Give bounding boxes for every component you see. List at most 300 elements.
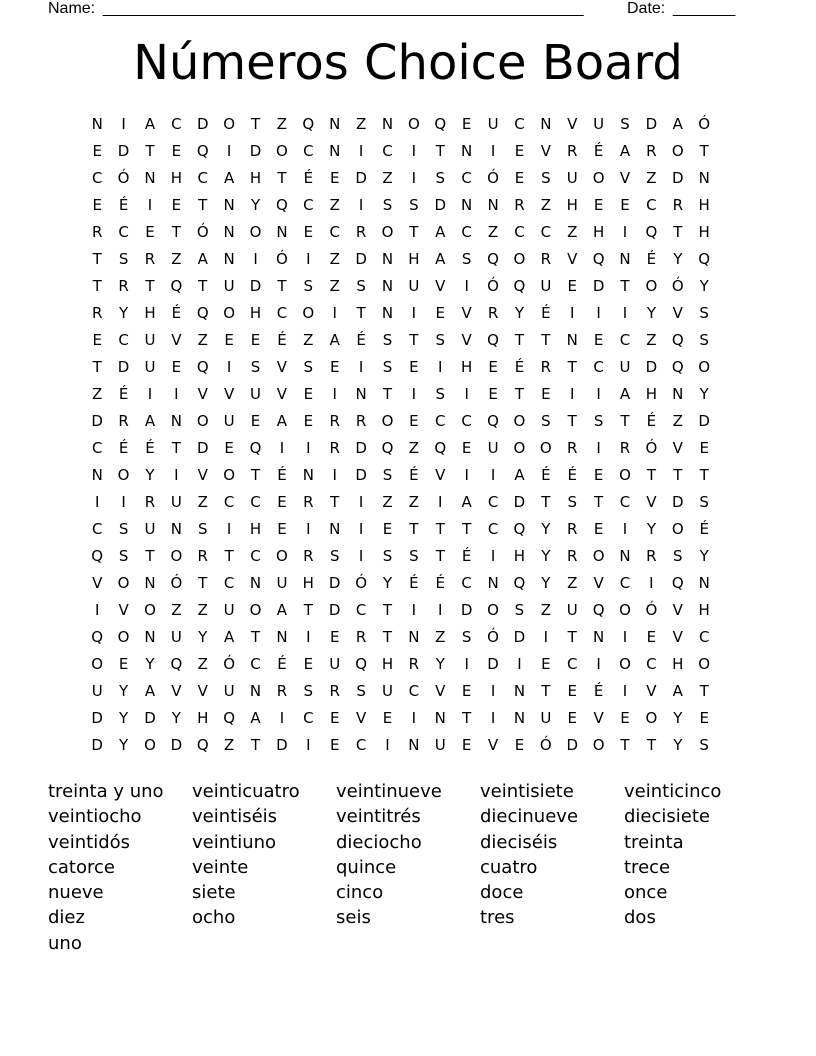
- grid-letter: Ó: [487, 628, 499, 646]
- grid-letter: T: [198, 574, 208, 592]
- grid-letter: O: [671, 142, 684, 160]
- grid-letter: A: [197, 250, 208, 268]
- grid-letter: C: [118, 331, 129, 349]
- grid-letter: V: [672, 628, 683, 646]
- grid-letter: S: [699, 493, 709, 511]
- grid-letter: I: [543, 628, 549, 646]
- grid-letter: Y: [435, 655, 445, 673]
- grid-letter: U: [223, 277, 235, 295]
- grid-letter: C: [329, 223, 340, 241]
- grid-letter: D: [91, 709, 103, 727]
- grid-letter: I: [596, 304, 601, 322]
- grid-letter: Q: [487, 331, 499, 349]
- grid-letter: C: [303, 142, 314, 160]
- grid-letter: T: [356, 304, 366, 322]
- grid-letter: D: [566, 736, 578, 754]
- grid-letter: Q: [487, 412, 499, 430]
- grid-letter: E: [593, 520, 604, 538]
- word-list-item: uno: [48, 932, 82, 954]
- grid-letter: Q: [276, 196, 288, 214]
- grid-letter: S: [382, 466, 393, 484]
- grid-letter: Ó: [645, 601, 658, 619]
- grid-letter: I: [490, 142, 496, 160]
- grid-letter: V: [540, 142, 551, 160]
- grid-letter: D: [487, 655, 499, 673]
- grid-letter: A: [329, 331, 340, 349]
- grid-letter: V: [593, 709, 604, 727]
- grid-row: [84, 543, 744, 570]
- grid-letter: D: [249, 277, 262, 295]
- grid-letter: R: [355, 412, 367, 430]
- grid-letter: E: [329, 169, 340, 187]
- grid-letter: O: [592, 169, 605, 187]
- grid-letter: Z: [171, 250, 182, 268]
- grid-letter: E: [461, 682, 472, 700]
- grid-row: [84, 219, 744, 246]
- grid-letter: T: [277, 169, 287, 187]
- grid-letter: I: [411, 601, 417, 619]
- grid-letter: O: [539, 439, 552, 457]
- grid-letter: É: [514, 358, 525, 376]
- grid-letter: É: [567, 466, 577, 484]
- grid-letter: O: [223, 304, 236, 322]
- grid-letter: I: [411, 385, 417, 403]
- grid-letter: C: [250, 655, 261, 673]
- grid-letter: R: [329, 412, 340, 430]
- grid-letter: R: [118, 412, 129, 430]
- grid-letter: C: [91, 520, 103, 538]
- grid-letter: T: [514, 331, 525, 349]
- grid-letter: V: [619, 169, 631, 187]
- grid-letter: É: [646, 412, 657, 430]
- grid-letter: O: [170, 547, 183, 565]
- grid-letter: T: [620, 736, 630, 754]
- grid-letter: T: [277, 277, 287, 295]
- grid-letter: O: [698, 358, 711, 376]
- grid-letter: T: [699, 142, 709, 160]
- grid-letter: T: [303, 601, 313, 619]
- word-list-item: cinco: [336, 882, 384, 904]
- grid-letter: É: [145, 439, 155, 457]
- grid-letter: N: [593, 628, 605, 646]
- grid-letter: H: [566, 196, 578, 214]
- word-list-item: diez: [48, 907, 85, 929]
- grid-letter: I: [622, 682, 628, 700]
- grid-letter: Z: [171, 601, 182, 619]
- grid-letter: D: [355, 439, 367, 457]
- grid-letter: I: [490, 466, 496, 484]
- grid-letter: H: [513, 547, 526, 565]
- grid-letter: R: [619, 439, 631, 457]
- grid-letter: N: [355, 385, 367, 403]
- grid-letter: O: [513, 250, 526, 268]
- grid-letter: I: [94, 493, 100, 511]
- grid-letter: Z: [329, 196, 340, 214]
- grid-letter: T: [594, 493, 604, 511]
- grid-letter: R: [303, 493, 314, 511]
- grid-letter: T: [145, 142, 155, 160]
- grid-letter: T: [567, 412, 577, 430]
- grid-letter: S: [118, 547, 129, 565]
- grid-letter: Ó: [645, 439, 658, 457]
- grid-letter: E: [593, 196, 604, 214]
- grid-letter: D: [460, 601, 473, 619]
- grid-letter: V: [567, 250, 578, 268]
- grid-letter: E: [250, 412, 261, 430]
- grid-letter: N: [329, 115, 341, 133]
- grid-letter: Q: [592, 601, 605, 619]
- word-list-item: veintisiete: [480, 781, 574, 802]
- grid-letter: D: [434, 196, 447, 214]
- grid-letter: I: [147, 385, 153, 403]
- grid-letter: É: [461, 547, 472, 565]
- grid-letter: Ó: [355, 574, 367, 592]
- grid-letter: S: [699, 736, 709, 754]
- grid-letter: Q: [302, 115, 315, 133]
- grid-letter: Z: [276, 115, 288, 133]
- grid-row: [84, 381, 744, 408]
- grid-letter: É: [593, 142, 604, 160]
- grid-letter: U: [329, 655, 341, 673]
- grid-letter: H: [698, 196, 710, 214]
- grid-letter: Ó: [671, 277, 684, 295]
- grid-letter: E: [303, 412, 314, 430]
- grid-letter: D: [645, 115, 658, 133]
- grid-letter: S: [382, 547, 393, 565]
- grid-letter: E: [514, 142, 525, 160]
- grid-letter: A: [276, 601, 288, 619]
- grid-letter: E: [541, 385, 551, 403]
- grid-letter: D: [91, 736, 103, 754]
- grid-letter: I: [517, 655, 522, 673]
- grid-letter: O: [592, 736, 605, 754]
- grid-letter: H: [302, 574, 314, 592]
- grid-letter: Q: [698, 250, 711, 268]
- grid-letter: C: [698, 628, 710, 646]
- grid-letter: U: [487, 439, 499, 457]
- grid-letter: R: [567, 142, 578, 160]
- grid-letter: I: [94, 601, 100, 619]
- grid-letter: H: [381, 655, 394, 673]
- grid-letter: C: [619, 331, 631, 349]
- grid-letter: Y: [250, 196, 261, 214]
- grid-letter: T: [224, 547, 234, 565]
- grid-letter: S: [567, 493, 577, 511]
- grid-letter: I: [411, 304, 417, 322]
- grid-letter: E: [461, 736, 472, 754]
- grid-letter: E: [620, 709, 630, 727]
- grid-letter: E: [329, 358, 340, 376]
- grid-row: [84, 300, 744, 327]
- grid-letter: O: [117, 466, 130, 484]
- grid-letter: I: [490, 682, 496, 700]
- grid-letter: T: [92, 358, 102, 376]
- grid-letter: E: [224, 331, 234, 349]
- grid-letter: E: [567, 277, 577, 295]
- grid-letter: C: [382, 142, 393, 160]
- grid-letter: Q: [381, 439, 394, 457]
- grid-letter: C: [303, 196, 314, 214]
- grid-letter: R: [567, 439, 578, 457]
- grid-letter: T: [435, 547, 445, 565]
- grid-letter: Z: [329, 277, 340, 295]
- grid-letter: D: [170, 736, 183, 754]
- grid-letter: R: [144, 250, 156, 268]
- grid-letter: H: [249, 520, 262, 538]
- grid-letter: E: [488, 358, 498, 376]
- grid-letter: U: [566, 601, 578, 619]
- grid-letter: D: [249, 142, 262, 160]
- grid-letter: Y: [699, 385, 709, 403]
- word-list-item: ocho: [192, 907, 236, 929]
- grid-letter: H: [170, 169, 182, 187]
- grid-letter: C: [223, 493, 235, 511]
- grid-letter: D: [645, 358, 658, 376]
- grid-letter: U: [170, 628, 182, 646]
- grid-letter: H: [698, 223, 710, 241]
- word-list-item: quince: [336, 856, 397, 878]
- grid-letter: D: [672, 169, 684, 187]
- grid-letter: E: [461, 439, 472, 457]
- grid-letter: S: [409, 547, 419, 565]
- grid-letter: I: [358, 358, 364, 376]
- grid-letter: V: [672, 304, 683, 322]
- grid-letter: V: [487, 736, 499, 754]
- grid-letter: R: [91, 223, 103, 241]
- grid-letter: S: [435, 169, 446, 187]
- grid-letter: N: [276, 223, 288, 241]
- grid-letter: C: [646, 655, 657, 673]
- grid-letter: R: [540, 358, 552, 376]
- grid-letter: E: [92, 142, 102, 160]
- grid-letter: N: [408, 736, 420, 754]
- grid-letter: E: [224, 439, 234, 457]
- grid-letter: Y: [198, 628, 208, 646]
- grid-letter: É: [435, 574, 446, 592]
- grid-letter: T: [92, 277, 102, 295]
- grid-letter: O: [223, 115, 236, 133]
- grid-letter: C: [540, 223, 552, 241]
- grid-letter: N: [276, 628, 288, 646]
- word-list-item: dos: [624, 907, 656, 929]
- grid-row: [84, 651, 744, 678]
- grid-letter: I: [121, 115, 126, 133]
- grid-letter: Y: [514, 304, 525, 322]
- grid-letter: N: [329, 520, 341, 538]
- grid-letter: I: [358, 520, 364, 538]
- grid-letter: Ó: [170, 574, 183, 592]
- grid-letter: E: [409, 412, 419, 430]
- grid-letter: Q: [434, 115, 447, 133]
- grid-letter: S: [435, 331, 446, 349]
- grid-letter: T: [435, 520, 445, 538]
- grid-letter: I: [464, 466, 469, 484]
- grid-letter: N: [223, 250, 235, 268]
- grid-letter: S: [699, 331, 709, 349]
- grid-letter: U: [487, 115, 499, 133]
- grid-letter: I: [464, 277, 469, 295]
- grid-letter: Q: [645, 223, 658, 241]
- grid-letter: Q: [91, 628, 104, 646]
- grid-letter: V: [461, 331, 472, 349]
- grid-letter: U: [540, 277, 552, 295]
- grid-letter: I: [147, 196, 153, 214]
- grid-letter: E: [409, 358, 419, 376]
- grid-letter: Z: [646, 169, 657, 187]
- grid-letter: Ó: [487, 277, 499, 295]
- grid-letter: É: [303, 169, 314, 187]
- grid-letter: V: [118, 601, 129, 619]
- grid-letter: A: [672, 115, 683, 133]
- grid-letter: Q: [196, 142, 209, 160]
- word-list-item: veintiocho: [48, 806, 142, 828]
- grid-letter: Y: [119, 709, 129, 727]
- grid-letter: Y: [145, 466, 155, 484]
- word-list-item: diecisiete: [624, 806, 710, 828]
- grid-letter: Q: [170, 277, 183, 295]
- grid-letter: É: [356, 331, 366, 349]
- grid-letter: É: [699, 520, 709, 538]
- word-list-item: tres: [480, 907, 515, 929]
- grid-letter: N: [170, 412, 182, 430]
- grid-letter: I: [358, 196, 364, 214]
- grid-letter: E: [303, 655, 314, 673]
- grid-letter: E: [461, 115, 472, 133]
- grid-letter: E: [145, 223, 155, 241]
- word-list-item: treinta: [624, 831, 684, 853]
- grid-letter: N: [487, 196, 499, 214]
- word-list-item: diecinueve: [480, 806, 579, 828]
- grid-letter: R: [329, 682, 340, 700]
- grid-letter: I: [411, 142, 417, 160]
- grid-letter: D: [513, 628, 526, 646]
- grid-letter: R: [276, 682, 288, 700]
- grid-letter: T: [567, 358, 577, 376]
- grid-letter: O: [117, 628, 130, 646]
- grid-letter: I: [279, 709, 285, 727]
- grid-letter: É: [541, 466, 551, 484]
- grid-letter: T: [673, 466, 683, 484]
- grid-letter: U: [144, 358, 156, 376]
- grid-letter: N: [698, 169, 710, 187]
- grid-letter: U: [144, 331, 156, 349]
- grid-letter: N: [329, 142, 341, 160]
- grid-letter: Z: [382, 169, 393, 187]
- grid-letter: D: [91, 412, 103, 430]
- grid-row: [84, 165, 744, 192]
- grid-letter: I: [438, 358, 443, 376]
- grid-letter: C: [435, 412, 446, 430]
- grid-letter: Ó: [539, 736, 552, 754]
- grid-letter: I: [438, 493, 443, 511]
- grid-letter: A: [619, 385, 631, 403]
- grid-row: [84, 597, 744, 624]
- grid-letter: V: [672, 601, 683, 619]
- word-list-item: trece: [624, 856, 671, 878]
- grid-letter: T: [250, 628, 261, 646]
- word-list-item: veintitrés: [336, 806, 421, 828]
- grid-letter: A: [224, 628, 235, 646]
- grid-letter: V: [355, 709, 367, 727]
- grid-letter: Q: [196, 304, 209, 322]
- grid-letter: Y: [699, 277, 709, 295]
- grid-letter: I: [174, 385, 179, 403]
- grid-letter: I: [438, 601, 443, 619]
- grid-letter: S: [409, 196, 419, 214]
- grid-letter: Z: [408, 439, 420, 457]
- word-list-item: once: [624, 882, 668, 904]
- grid-letter: T: [409, 520, 419, 538]
- grid-letter: T: [198, 277, 208, 295]
- word-list-item: treinta y uno: [48, 781, 164, 802]
- grid-letter: I: [279, 439, 285, 457]
- grid-letter: E: [171, 196, 182, 214]
- grid-letter: N: [302, 466, 314, 484]
- grid-letter: T: [435, 142, 445, 160]
- grid-letter: E: [646, 628, 657, 646]
- grid-letter: Q: [91, 547, 104, 565]
- grid-letter: D: [196, 439, 209, 457]
- grid-letter: E: [171, 358, 182, 376]
- grid-letter: S: [118, 520, 129, 538]
- grid-letter: N: [619, 250, 631, 268]
- grid-letter: T: [541, 493, 551, 511]
- grid-letter: Z: [646, 331, 657, 349]
- grid-row: [84, 354, 744, 381]
- grid-letter: C: [197, 169, 208, 187]
- grid-letter: Y: [673, 709, 683, 727]
- grid-letter: S: [250, 358, 261, 376]
- grid-letter: S: [382, 196, 393, 214]
- grid-letter: V: [435, 682, 446, 700]
- grid-letter: E: [303, 385, 314, 403]
- grid-letter: N: [170, 520, 182, 538]
- grid-letter: H: [197, 709, 209, 727]
- word-list-item: veintidós: [48, 831, 131, 853]
- grid-letter: I: [332, 385, 337, 403]
- grid-letter: C: [461, 412, 472, 430]
- grid-letter: T: [514, 385, 525, 403]
- grid-letter: C: [223, 574, 235, 592]
- grid-letter: N: [249, 682, 262, 700]
- grid-letter: I: [596, 385, 601, 403]
- grid-letter: Q: [434, 439, 447, 457]
- grid-letter: H: [408, 250, 420, 268]
- grid-letter: Q: [223, 709, 236, 727]
- grid-letter: D: [592, 277, 605, 295]
- grid-letter: S: [435, 385, 446, 403]
- grid-letter: I: [332, 304, 337, 322]
- grid-letter: Q: [355, 655, 367, 673]
- grid-letter: O: [513, 412, 526, 430]
- grid-letter: T: [171, 223, 181, 241]
- grid-letter: R: [646, 547, 657, 565]
- grid-letter: E: [277, 520, 287, 538]
- grid-letter: C: [646, 196, 657, 214]
- page-title: Números Choice Board: [133, 35, 683, 91]
- grid-letter: S: [329, 547, 340, 565]
- grid-letter: E: [277, 493, 287, 511]
- grid-letter: T: [646, 736, 656, 754]
- grid-letter: N: [249, 574, 262, 592]
- grid-letter: D: [355, 250, 367, 268]
- grid-letter: V: [224, 385, 235, 403]
- grid-letter: É: [277, 655, 287, 673]
- grid-letter: É: [409, 574, 419, 592]
- grid-letter: O: [698, 655, 711, 673]
- grid-letter: Z: [540, 601, 551, 619]
- grid-letter: A: [276, 412, 288, 430]
